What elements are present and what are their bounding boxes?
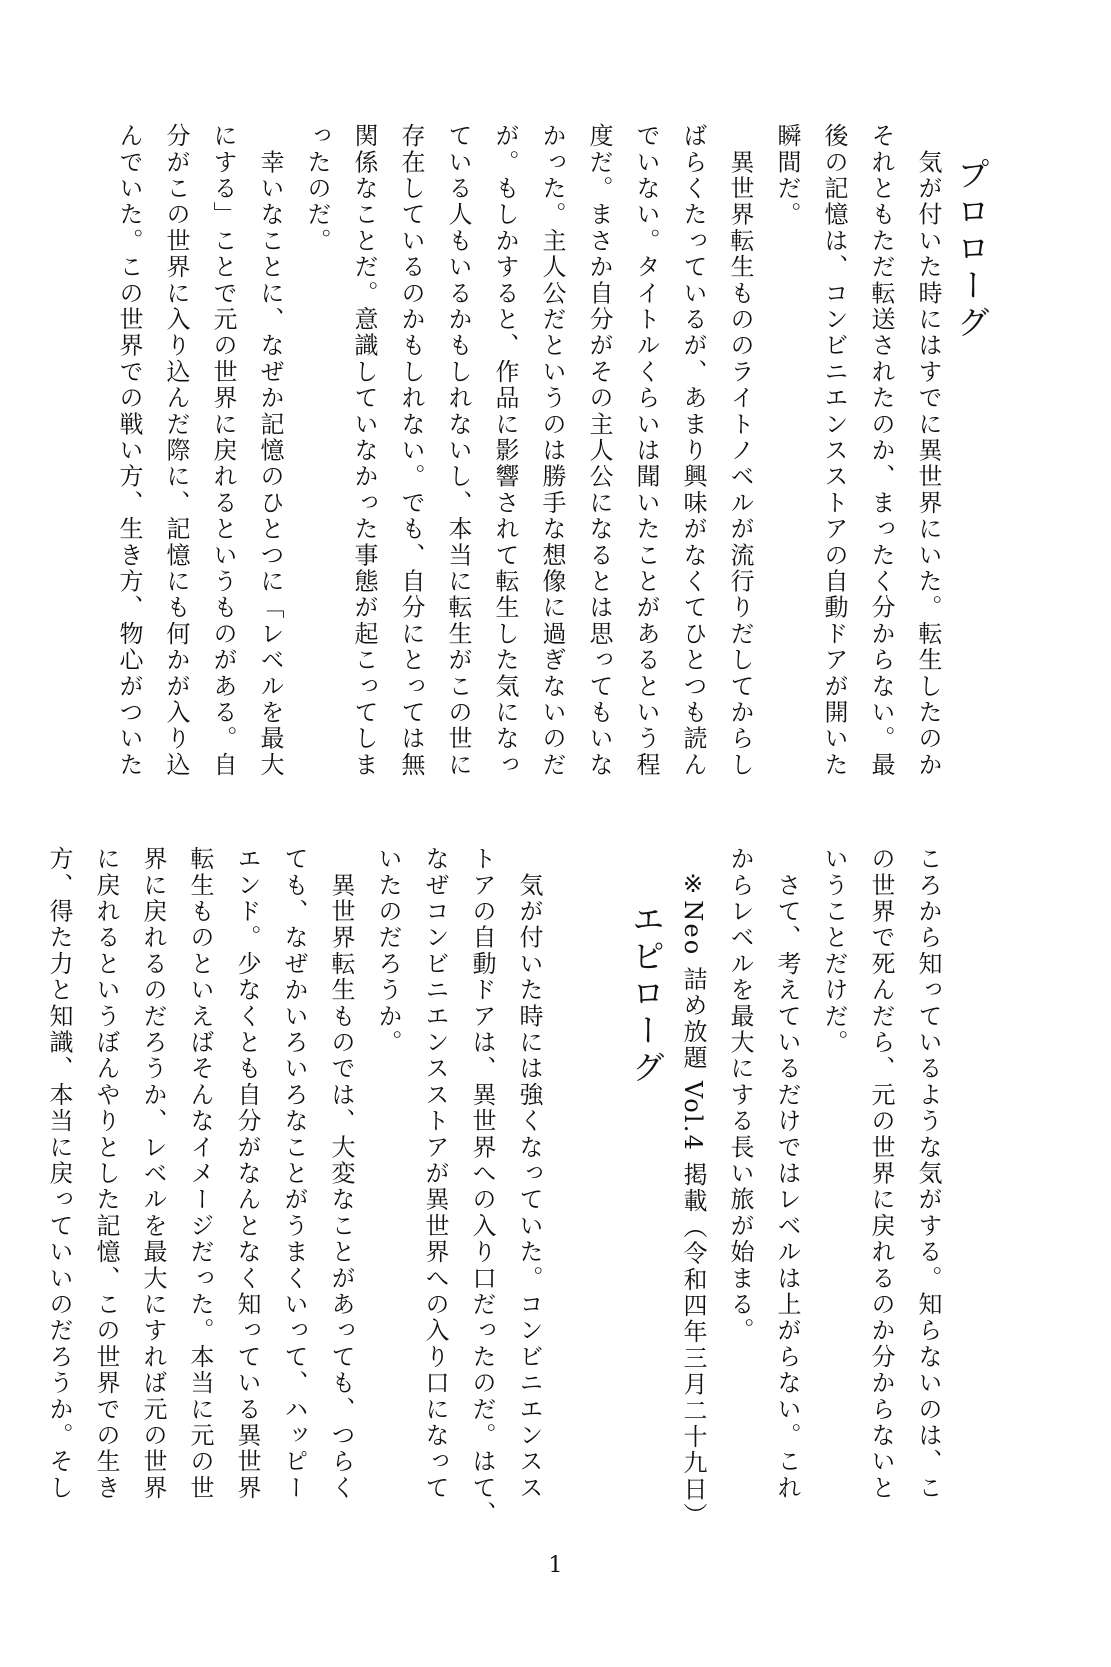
prologue-line: かった。主人公だというのは勝手な想像に過ぎないのだ [538, 123, 566, 778]
prologue-line: からレベルを最大にする長い旅が始まる。 [726, 846, 754, 1344]
page-number: 1 [548, 1553, 563, 1578]
prologue-line: 後の記憶は、コンビニエンスストアの自動ドアが開いた [820, 123, 848, 778]
prologue-line: さて、考えているだけではレベルは上がらない。これ [773, 846, 801, 1501]
prologue-line: 気が付いた時にはすでに異世界にいた。転生したのか [914, 123, 942, 778]
epilogue-line: いたのだろうか。 [374, 846, 402, 1056]
prologue-title: プロローグ [952, 157, 991, 342]
epilogue-line: に戻れるというぼんやりとした記憶、この世界での生き [92, 846, 120, 1501]
epilogue-line: 異世界転生ものでは、大変なことがあっても、つらく [327, 846, 355, 1501]
epilogue-line: ても、なぜかいろいろなことがうまくいって、ハッピー [280, 846, 308, 1501]
epilogue-line: なぜコンビニエンスストアが異世界への入り口になって [421, 846, 449, 1501]
prologue-line: でいない。タイトルくらいは聞いたことがあるという程 [632, 123, 660, 778]
epilogue-line: 気が付いた時には強くなっていた。コンビニエンスス [515, 846, 543, 1501]
prologue-line: 関係なことだ。意識していなかった事態が起こってしま [350, 123, 378, 778]
epilogue-line: エンド。少なくとも自分がなんとなく知っている異世界 [233, 846, 261, 1501]
prologue-line: ている人もいるかもしれないし、本当に転生がこの世に [444, 123, 472, 778]
bottom-text-block [35, 846, 951, 1536]
prologue-line: ころから知っているような気がする。知らないのは、こ [914, 846, 942, 1501]
prologue-line: の世界で死んだら、元の世界に戻れるのか分からないと [867, 846, 895, 1501]
epilogue-line: トアの自動ドアは、異世界への入り口だったのだ。はて、 [468, 846, 496, 1528]
prologue-line: が。もしかすると、作品に影響されて転生した気になっ [491, 123, 519, 778]
prologue-line: 瞬間だ。 [773, 123, 801, 228]
prologue-line: 異世界転生もののライトノベルが流行りだしてからし [726, 123, 754, 778]
prologue-line: いうことだけだ。 [820, 846, 848, 1056]
prologue-line: にする」ことで元の世界に戻れるというものがある。自 [209, 123, 237, 778]
epilogue-line: 転生ものといえばそんなイメージだった。本当に元の世 [186, 846, 214, 1501]
epilogue-title: エピローグ [627, 902, 666, 1087]
prologue-line: それともただ転送されたのか、まったく分からない。最 [867, 123, 895, 778]
publication-note: ※Neo 詰め放題 Vol.4 掲載（令和四年三月二十九日） [679, 870, 707, 1529]
epilogue-line: 界に戻れるのだろうか、レベルを最大にすれば元の世界 [139, 846, 167, 1501]
prologue-line: 分がこの世界に入り込んだ際に、記憶にも何かが入り込 [162, 123, 190, 778]
prologue-line: んでいた。この世界での戦い方、生き方、物心がついた [115, 123, 143, 778]
prologue-line: 度だ。まさか自分がその主人公になるとは思ってもいな [585, 123, 613, 778]
prologue-line: ばらくたっているが、あまり興味がなくてひとつも読ん [679, 123, 707, 778]
top-text-block [105, 123, 951, 813]
prologue-line: 幸いなことに、なぜか記憶のひとつに「レベルを最大 [256, 123, 284, 778]
prologue-line: 存在しているのかもしれない。でも、自分にとっては無 [397, 123, 425, 778]
prologue-line: ったのだ。 [303, 123, 331, 254]
epilogue-line: 方、得た力と知識、本当に戻っていいのだろうか。そし [45, 846, 73, 1501]
epilogue-title-gap [552, 846, 622, 1536]
